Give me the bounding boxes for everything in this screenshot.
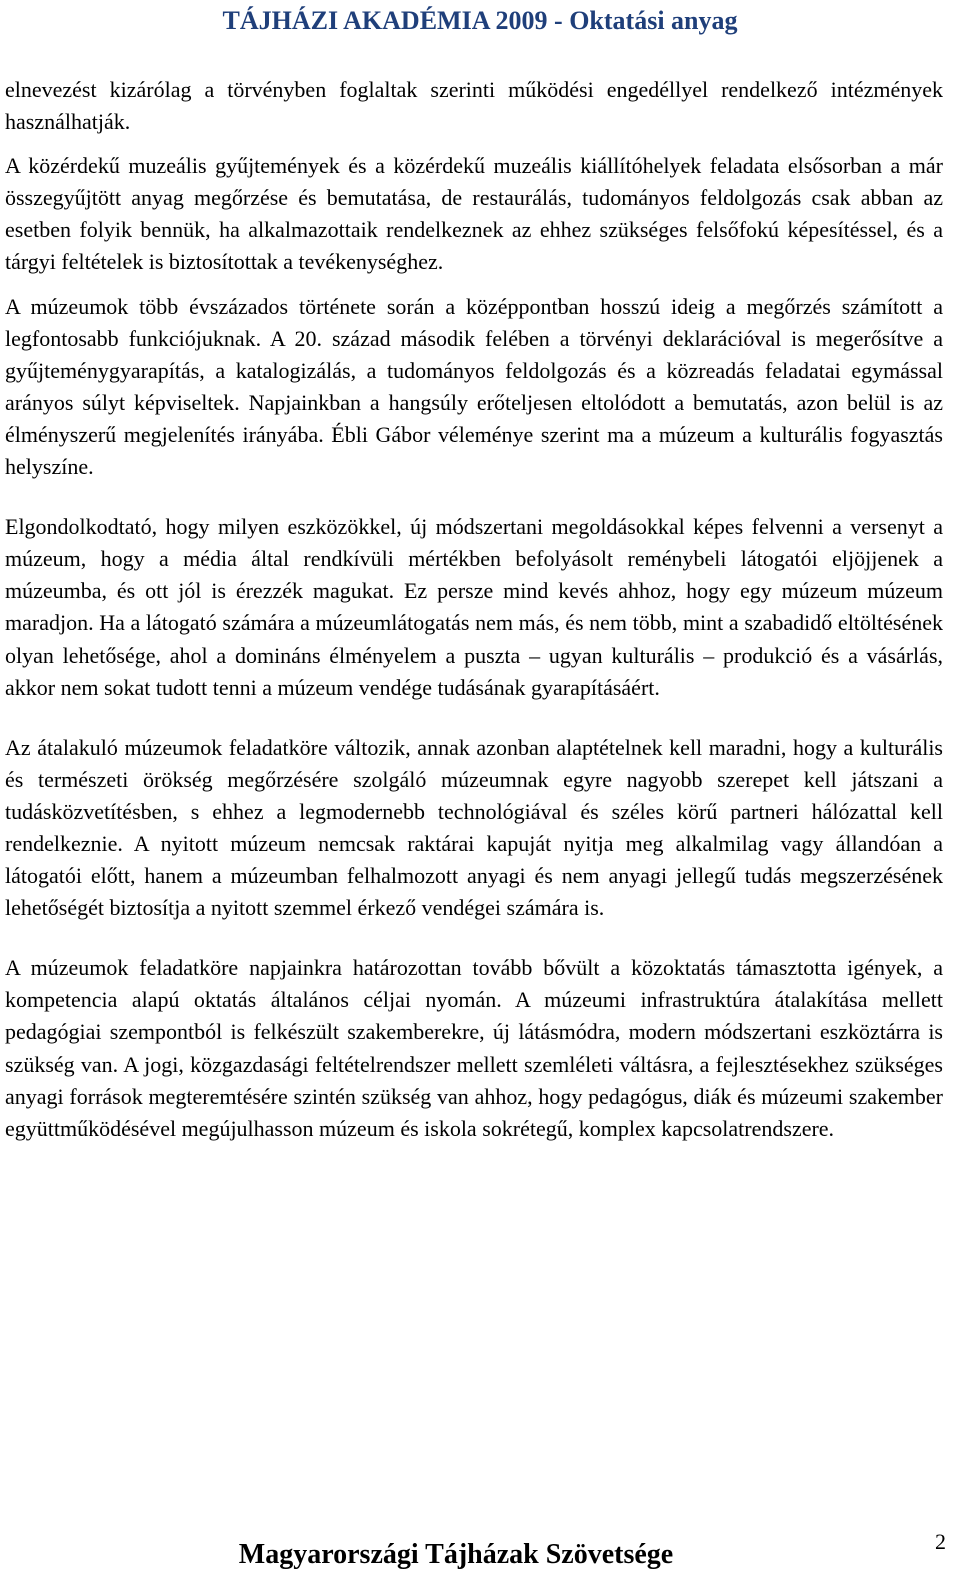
paragraph-5: Az átalakuló múzeumok feladatköre változik, annak azonban alaptételnek kell maradni, hogy a kulturális és természeti örökség megőrzésére szolgáló múzeumnak egyre nagyobb szerepet kell játszani a tudásközvetítésben, s ehhez a legmodernebb technológiával és széles körű partneri hálózattal kell rendelkeznie. A nyitott múzeum nemcsak raktárai kapuját nyitja meg alkalmilag vagy állandóan a látogatói előtt, hanem a múzeumban felhalmozott anyagi és nem anyagi jellegű tudás megszerzésének lehetőségét biztosítja a nyitott szemmel érkező vendégei számára is. [5,734,943,921]
paragraph-6: A múzeumok feladatköre napjainkra határozottan tovább bővült a közoktatás támasztotta igények, a kompetencia alapú oktatás általános céljai nyomán. A múzeumi infrastruktúra átalakítása mellett pedagógiai szempontból is felkészült szakemberekre, új látásmódra, modern módszertani eszköztárra is szükség van. A jogi, közgazdasági feltételrendszer mellett szemléleti váltásra, a fejlesztésekhez szükséges anyagi források megteremtésére szintén szükség van ahhoz, hogy pedagógus, diák és múzeumi szakember együttműködésével megújulhasson múzeum és iskola sokrétegű, komplex kapcsolatrendszere. [5,955,943,1141]
page-footer [0,1529,960,1575]
paragraph-1: elnevezést kizárólag a törvényben foglaltak szerinti működési engedéllyel rendelkező intézmények használhatják. [5,77,943,135]
paragraph-2: A közérdekű muzeális gyűjtemények és a közérdekű muzeális kiállítóhelyek feladata elsősorban a már összegyűjtött anyag megőrzése és bemutatása, de restaurálás, tudományos feldolgozás csak abban az esetben folyik bennük, ha alkalmazottaik rendelkeznek az ehhez szükséges felsőfokú képesítéssel, és a tárgyi feltételek is biztosítottak a tevékenységhez. [5,153,943,275]
document-body [5,74,943,1145]
paragraph-3: A múzeumok több évszázados története során a középpontban hosszú ideig a megőrzés számított a legfontosabb funkciójuknak. A 20. század második felében a törvényi deklarációval is megerősítve a gyűjteménygyarapítás, a katalogizálás, a tudományos feldolgozás és a közreadás feladatai egymással arányos súlyt képviseltek. Napjainkban a hangsúly erőteljesen eltolódott a bemutatás, azon belül is az élményszerű megjelenítés irányába. Ébli Gábor véleménye szerint ma a múzeum a kulturális fogyasztás helyszíne. [5,293,943,480]
paragraph-4: Elgondolkodtató, hogy milyen eszközökkel, új módszertani megoldásokkal képes felvenni a versenyt a múzeum, hogy a média által rendkívüli mértékben befolyásolt reménybeli látogatói eljöjjenek a múzeumba, és ott jól is érezzék magukat. Ez persze mind kevés ahhoz, hogy egy múzeum múzeum maradjon. Ha a látogató számára a múzeumlátogatás nem más, és nem több, mint a szabadidő eltöltésének olyan lehetősége, ahol a domináns élményelem a puszta – ugyan kulturális – produkció és a vásárlás, akkor nem sokat tudott tenni a múzeum vendége tudásának gyarapításáért. [5,514,943,700]
footer-title: Magyarországi Tájházak Szövetsége [238,1539,674,1570]
page-header: TÁJHÁZI AKADÉMIA 2009 - Oktatási anyag [222,6,738,35]
page-number: 2 [935,1529,946,1554]
